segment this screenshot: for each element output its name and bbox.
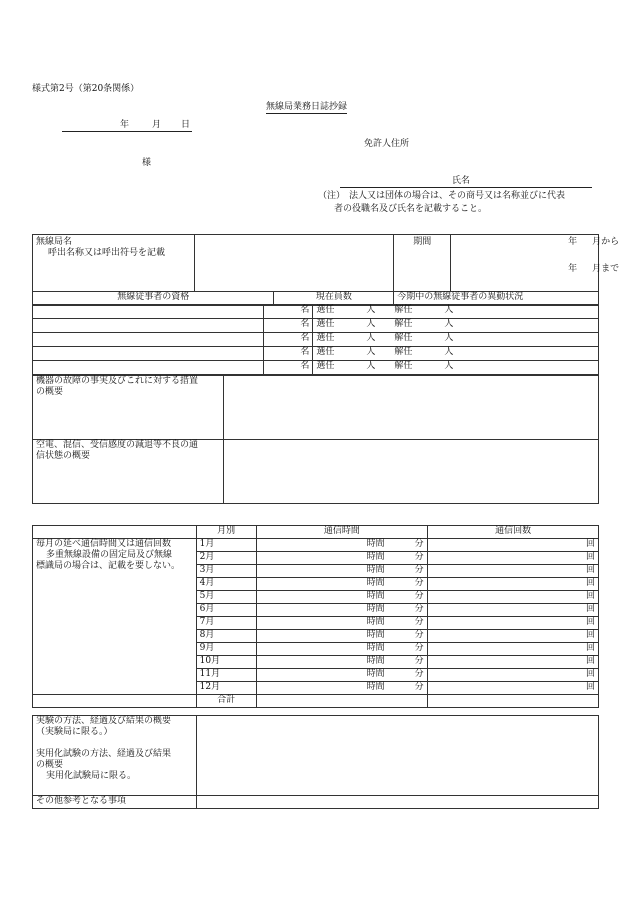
comm-count-cell[interactable] — [428, 669, 599, 682]
comm-count-cell[interactable] — [428, 539, 599, 552]
appoint-label: 選任 — [316, 333, 335, 343]
monthly-desc-1: 毎月の延べ通信時間又は通信回数 — [36, 539, 172, 549]
comm-count-cell[interactable] — [428, 552, 599, 565]
comm-state-label-cell — [33, 440, 224, 504]
dismiss-unit: 人 — [444, 319, 454, 329]
name-label: 氏名 — [452, 176, 471, 186]
date-line[interactable] — [62, 120, 192, 132]
minute-unit: 分 — [414, 643, 424, 653]
dismiss-unit: 人 — [444, 333, 454, 343]
appoint-label: 選任 — [316, 305, 335, 315]
comm-state-label-2: 信状態の概要 — [36, 451, 91, 461]
comm-state-label-1: 空電、混信、受信感度の減退等不良の通 — [36, 440, 199, 450]
total-count-input[interactable] — [428, 695, 599, 708]
appoint-unit: 人 — [366, 333, 376, 343]
comm-time-cell[interactable] — [256, 630, 428, 643]
minute-unit: 分 — [414, 591, 424, 601]
staff-count-unit: 名 — [300, 347, 310, 357]
practical-label-3: 実用化試験局に限る。 — [46, 771, 137, 781]
count-unit: 回 — [585, 669, 595, 679]
minute-unit: 分 — [414, 539, 424, 549]
other-label: その他参考となる事項 — [33, 796, 197, 809]
month-label: 10月 — [196, 656, 256, 669]
month-label: 9月 — [196, 643, 256, 656]
month-row — [33, 539, 599, 552]
monthly-comm-table — [32, 525, 599, 708]
name-line[interactable] — [340, 176, 592, 188]
count-unit: 回 — [585, 578, 595, 588]
staff-qualification-input[interactable] — [33, 347, 264, 361]
hour-unit: 時間 — [366, 682, 385, 692]
total-row — [33, 695, 599, 708]
staff-row — [33, 319, 599, 333]
hour-unit: 時間 — [366, 656, 385, 666]
staff-count-unit: 名 — [300, 333, 310, 343]
appoint-label: 選任 — [316, 361, 335, 371]
current-count-header: 現在員数 — [274, 292, 394, 306]
hour-unit: 時間 — [366, 578, 385, 588]
experiment-label-1: 実験の方法、経過及び結果の概要 — [36, 716, 172, 726]
comm-time-cell[interactable] — [256, 539, 428, 552]
dismiss-unit: 人 — [444, 361, 454, 371]
form-number: 様式第2号（第20条関係） — [32, 84, 140, 94]
monthly-desc-3: 標識局の場合は、記載を要しない。 — [36, 561, 181, 571]
month-label: 12月 — [196, 682, 256, 695]
comm-state-input[interactable] — [223, 440, 598, 504]
date-month: 月 — [152, 120, 162, 130]
monthly-desc-cell — [33, 539, 197, 695]
hour-unit: 時間 — [366, 617, 385, 627]
staff-count-cell[interactable] — [264, 347, 313, 361]
minute-unit: 分 — [414, 630, 424, 640]
practical-label-1: 実用化試験の方法、経過及び結果 — [36, 749, 172, 759]
appoint-label: 選任 — [316, 319, 335, 329]
staff-change-cell[interactable] — [313, 347, 599, 361]
date-year: 年 — [120, 120, 130, 130]
month-label: 11月 — [196, 669, 256, 682]
minute-unit: 分 — [414, 656, 424, 666]
count-unit: 回 — [585, 552, 595, 562]
month-label: 4月 — [196, 578, 256, 591]
comm-time-cell[interactable] — [256, 643, 428, 656]
comm-time-cell[interactable] — [256, 565, 428, 578]
comm-count-cell[interactable] — [428, 656, 599, 669]
comm-count-cell[interactable] — [428, 682, 599, 695]
dismiss-label: 解任 — [394, 319, 413, 329]
minute-unit: 分 — [414, 604, 424, 614]
station-name-cell[interactable] — [33, 235, 394, 292]
count-unit: 回 — [585, 604, 595, 614]
count-unit: 回 — [585, 656, 595, 666]
qualification-header: 無線従事者の資格 — [33, 292, 274, 306]
appoint-label: 選任 — [316, 347, 335, 357]
staff-table — [32, 304, 599, 375]
comm-count-cell[interactable] — [428, 643, 599, 656]
change-header: 今期中の無線従事者の異動状況 — [394, 292, 599, 306]
staff-row — [33, 305, 599, 319]
staff-count-cell[interactable] — [264, 361, 313, 375]
hour-unit: 時間 — [366, 604, 385, 614]
period-from-month: 月から — [592, 237, 620, 247]
staff-count-cell[interactable] — [264, 305, 313, 319]
comm-time-cell[interactable] — [256, 604, 428, 617]
staff-change-cell[interactable] — [313, 333, 599, 347]
comm-time-cell[interactable] — [256, 578, 428, 591]
addressee-sama: 様 — [142, 158, 152, 168]
experiment-label-cell — [33, 716, 197, 796]
hour-unit: 時間 — [366, 565, 385, 575]
period-label: 期間 — [413, 237, 432, 247]
equipment-failure-label-1: 機器の故障の事実及びこれに対する措置 — [36, 376, 199, 386]
equipment-failure-label-2: の概要 — [36, 387, 64, 397]
hour-unit: 時間 — [366, 591, 385, 601]
experiment-input[interactable] — [196, 716, 598, 796]
staff-qualification-input[interactable] — [33, 361, 264, 375]
comm-count-cell[interactable] — [428, 591, 599, 604]
comm-count-cell[interactable] — [428, 578, 599, 591]
period-to-year: 年 — [568, 264, 578, 274]
licensee-address-label: 免許人住所 — [364, 139, 410, 149]
equipment-failure-input[interactable] — [223, 376, 598, 440]
comm-count-cell[interactable] — [428, 617, 599, 630]
minute-unit: 分 — [414, 578, 424, 588]
count-unit: 回 — [585, 591, 595, 601]
hour-unit: 時間 — [366, 669, 385, 679]
count-unit: 回 — [585, 617, 595, 627]
comm-count-header: 通信回数 — [428, 526, 599, 539]
dismiss-unit: 人 — [444, 347, 454, 357]
total-time-input[interactable] — [256, 695, 428, 708]
dismiss-label: 解任 — [394, 305, 413, 315]
comm-count-cell[interactable] — [428, 604, 599, 617]
month-label: 5月 — [196, 591, 256, 604]
monthly-desc-2: 多重無線設備の固定局及び無線 — [46, 550, 173, 560]
count-unit: 回 — [585, 682, 595, 692]
remarks-table — [32, 375, 599, 504]
dismiss-unit: 人 — [444, 305, 454, 315]
month-label: 6月 — [196, 604, 256, 617]
staff-row — [33, 361, 599, 375]
month-label: 8月 — [196, 630, 256, 643]
hour-unit: 時間 — [366, 643, 385, 653]
station-name-note: 呼出名称又は呼出符号を記載 — [48, 248, 166, 258]
hour-unit: 時間 — [366, 630, 385, 640]
month-label: 1月 — [196, 539, 256, 552]
dismiss-label: 解任 — [394, 347, 413, 357]
period-label-cell — [394, 235, 451, 292]
appoint-unit: 人 — [366, 361, 376, 371]
minute-unit: 分 — [414, 552, 424, 562]
note-label: （注） — [318, 191, 346, 201]
period-to-month: 月まで — [592, 264, 620, 274]
note-line2: 者の役職名及び氏名を記載すること。 — [334, 204, 488, 214]
experiment-label-2: （実験局に限る。） — [36, 727, 113, 737]
staff-qualification-input[interactable] — [33, 333, 264, 347]
staff-count-cell[interactable] — [264, 319, 313, 333]
experiment-table — [32, 715, 599, 809]
comm-time-cell[interactable] — [256, 617, 428, 630]
staff-qualification-input[interactable] — [33, 319, 264, 333]
comm-time-cell[interactable] — [256, 656, 428, 669]
comm-count-cell[interactable] — [428, 565, 599, 578]
hour-unit: 時間 — [366, 539, 385, 549]
staff-row — [33, 333, 599, 347]
note-line1: 法人又は団体の場合は、その商号又は名称並びに代表 — [349, 191, 566, 201]
station-name-label: 無線局名 — [36, 237, 73, 247]
minute-unit: 分 — [414, 617, 424, 627]
count-unit: 回 — [585, 539, 595, 549]
staff-count-unit: 名 — [300, 361, 310, 371]
appoint-unit: 人 — [366, 319, 376, 329]
staff-row — [33, 347, 599, 361]
comm-time-cell[interactable] — [256, 669, 428, 682]
form-title: 無線局業務日誌抄録 — [266, 102, 348, 112]
hour-unit: 時間 — [366, 552, 385, 562]
count-unit: 回 — [585, 630, 595, 640]
period-value-cell[interactable] — [451, 235, 620, 292]
comm-count-cell[interactable] — [428, 630, 599, 643]
total-label: 合計 — [196, 695, 256, 708]
comm-time-cell[interactable] — [256, 682, 428, 695]
date-day: 日 — [181, 120, 191, 130]
dismiss-label: 解任 — [394, 333, 413, 343]
count-unit: 回 — [585, 643, 595, 653]
staff-change-cell[interactable] — [313, 361, 599, 375]
minute-unit: 分 — [414, 669, 424, 679]
appoint-unit: 人 — [366, 347, 376, 357]
comm-time-header: 通信時間 — [256, 526, 428, 539]
month-label: 3月 — [196, 565, 256, 578]
month-label: 7月 — [196, 617, 256, 630]
comm-time-cell[interactable] — [256, 591, 428, 604]
staff-qualification-input[interactable] — [33, 305, 264, 319]
staff-change-cell[interactable] — [313, 319, 599, 333]
staff-count-unit: 名 — [300, 319, 310, 329]
practical-label-2: の概要 — [36, 760, 64, 770]
equipment-failure-label-cell — [33, 376, 224, 440]
month-label: 2月 — [196, 552, 256, 565]
staff-change-cell[interactable] — [313, 305, 599, 319]
other-input[interactable] — [196, 796, 598, 809]
staff-count-cell[interactable] — [264, 333, 313, 347]
staff-count-unit: 名 — [300, 305, 310, 315]
dismiss-label: 解任 — [394, 361, 413, 371]
minute-unit: 分 — [414, 682, 424, 692]
appoint-unit: 人 — [366, 305, 376, 315]
month-header: 月別 — [196, 526, 256, 539]
station-info-table — [32, 234, 620, 306]
minute-unit: 分 — [414, 565, 424, 575]
comm-time-cell[interactable] — [256, 552, 428, 565]
count-unit: 回 — [585, 565, 595, 575]
period-from-year: 年 — [568, 237, 578, 247]
